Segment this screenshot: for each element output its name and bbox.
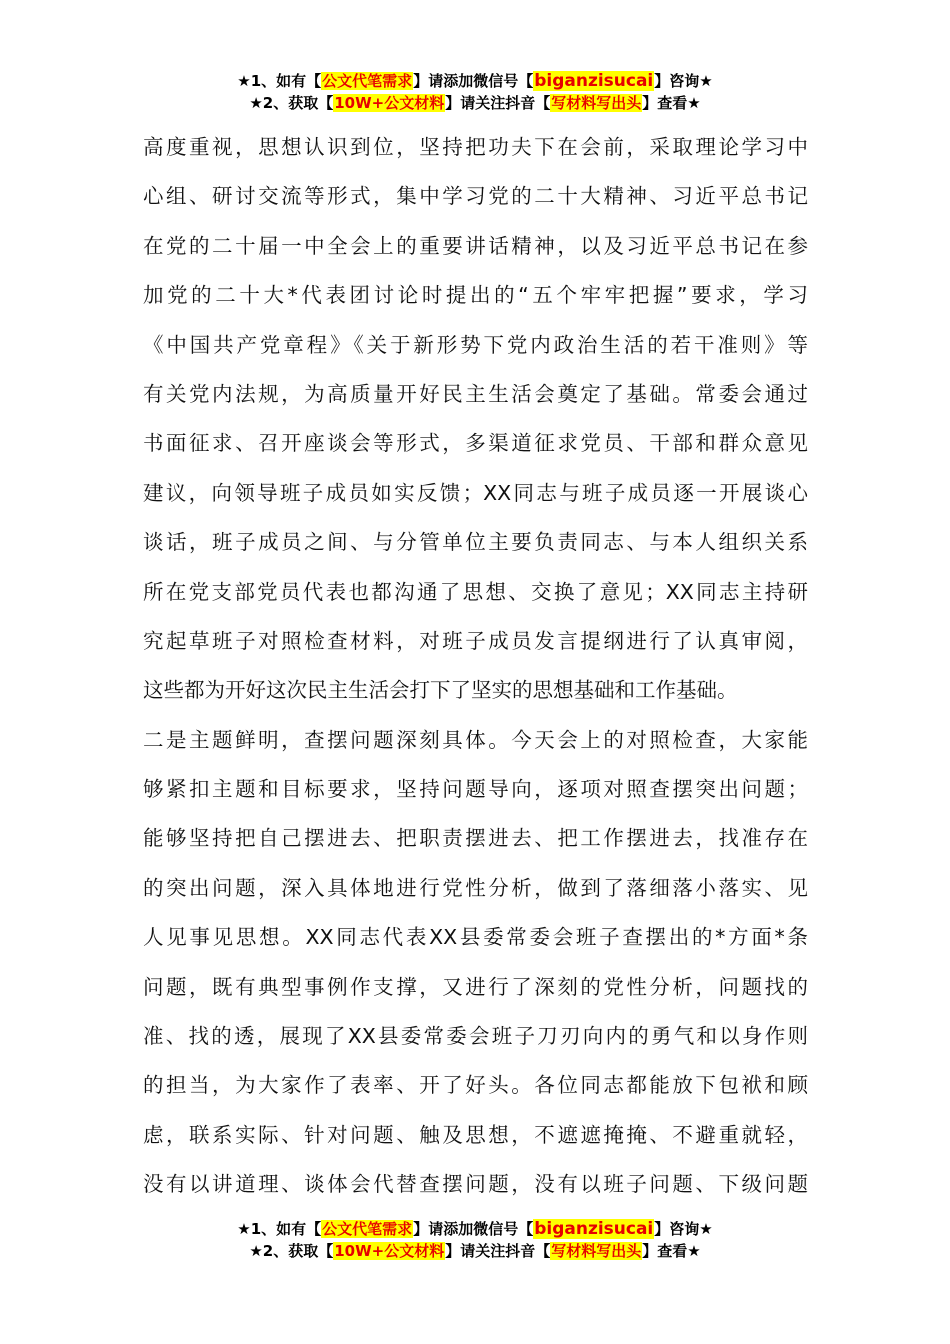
body-line: 《中国共产党章程》《关于新形势下党内政治生活的若干准则》等 (143, 332, 808, 357)
body-line: 人见事见思想。XX同志代表XX县委常委会班子查摆出的*方面*条 (143, 925, 808, 950)
footer-line-2-suffix: 】查看★ (642, 1242, 701, 1260)
header-highlight-wechat-id: biganzisucai (534, 71, 654, 91)
body-line: 的担当，为大家作了表率、开了好头。各位同志都能放下包袱和顾 (143, 1073, 808, 1098)
header-banner (0, 70, 950, 114)
body-line: 够紧扣主题和目标要求，坚持问题导向，逐项对照查摆突出问题； (143, 777, 808, 802)
body-line: 没有以讲道理、谈体会代替查摆问题，没有以班子问题、下级问题 (143, 1172, 808, 1197)
body-line: 加党的二十大*代表团讨论时提出的“五个牢牢把握”要求，学习 (143, 283, 808, 308)
body-line: 虑，联系实际、针对问题、触及思想，不遮遮掩掩、不避重就轻， (143, 1122, 808, 1147)
header-line-1-suffix: 】咨询★ (654, 72, 713, 90)
footer-line-2 (0, 1240, 950, 1262)
body-line: 心组、研讨交流等形式，集中学习党的二十大精神、习近平总书记 (143, 184, 808, 209)
footer-line-2-prefix: ★2、获取【 (249, 1242, 334, 1260)
body-line: 问题，既有典型事例作支撑，又进行了深刻的党性分析，问题找的 (143, 974, 808, 999)
body-line: 二是主题鲜明，查摆问题深刻具体。今天会上的对照检查，大家能 (143, 727, 808, 752)
header-highlight-ghostwriting: 公文代笔需求 (322, 72, 413, 90)
footer-line-1 (0, 1218, 950, 1240)
footer-highlight-douyin: 写材料写出头 (551, 1242, 642, 1260)
body-line: 建议，向领导班子成员如实反馈；XX同志与班子成员逐一开展谈心 (143, 480, 808, 505)
footer-highlight-wechat-id: biganzisucai (534, 1219, 654, 1239)
body-line: 的突出问题，深入具体地进行党性分析，做到了落细落小落实、见 (143, 875, 808, 900)
document-body (143, 123, 808, 1210)
footer-line-1-mid: 】请添加微信号【 (413, 1220, 534, 1238)
body-line: 所在党支部党员代表也都沟通了思想、交换了意见；XX同志主持研 (143, 579, 808, 604)
body-line: 书面征求、召开座谈会等形式，多渠道征求党员、干部和群众意见 (143, 431, 808, 456)
body-line: 谈话，班子成员之间、与分管单位主要负责同志、与本人组织关系 (143, 530, 808, 555)
header-line-2-mid: 】请关注抖音【 (445, 94, 551, 112)
header-highlight-materials: 10W+公文材料 (334, 94, 445, 112)
header-highlight-douyin: 写材料写出头 (551, 94, 642, 112)
body-line: 高度重视，思想认识到位，坚持把功夫下在会前，采取理论学习中 (143, 135, 808, 159)
header-line-1-prefix: ★1、如有【 (237, 72, 322, 90)
header-line-2-prefix: ★2、获取【 (249, 94, 334, 112)
footer-line-1-suffix: 】咨询★ (654, 1220, 713, 1238)
footer-banner (0, 1218, 950, 1262)
body-line: 在党的二十届一中全会上的重要讲话精神，以及习近平总书记在参 (143, 233, 808, 258)
header-line-1-mid: 】请添加微信号【 (413, 72, 534, 90)
footer-highlight-materials: 10W+公文材料 (334, 1242, 445, 1260)
body-line: 这些都为开好这次民主生活会打下了坚实的思想基础和工作基础。 (143, 678, 738, 703)
header-line-2-suffix: 】查看★ (642, 94, 701, 112)
footer-line-2-mid: 】请关注抖音【 (445, 1242, 551, 1260)
body-line: 有关党内法规，为高质量开好民主生活会奠定了基础。常委会通过 (143, 381, 808, 406)
header-line-2 (0, 92, 950, 114)
footer-line-1-prefix: ★1、如有【 (237, 1220, 322, 1238)
body-line: 究起草班子对照检查材料，对班子成员发言提纲进行了认真审阅， (143, 628, 808, 653)
body-line: 准、找的透，展现了XX县委常委会班子刀刃向内的勇气和以身作则 (143, 1024, 808, 1049)
header-line-1 (0, 70, 950, 92)
footer-highlight-ghostwriting: 公文代笔需求 (322, 1220, 413, 1238)
body-line: 能够坚持把自己摆进去、把职责摆进去、把工作摆进去，找准存在 (143, 826, 808, 851)
